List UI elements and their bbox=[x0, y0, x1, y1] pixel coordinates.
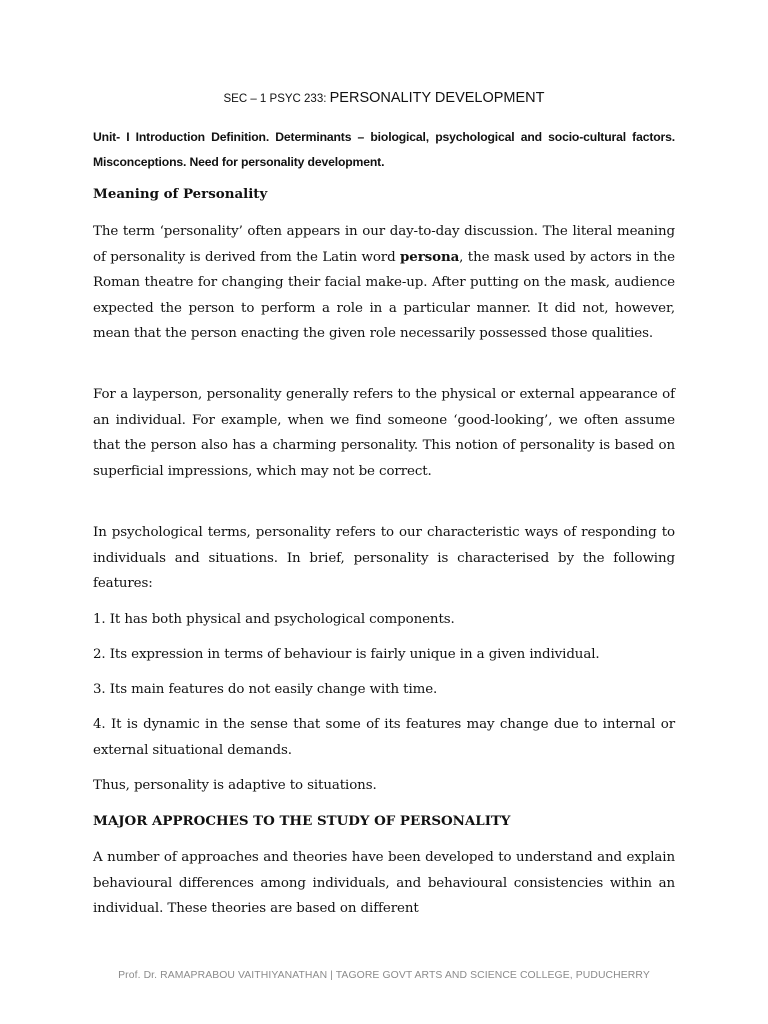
page-title bbox=[0, 89, 768, 107]
course-title: PERSONALITY DEVELOPMENT bbox=[329, 90, 545, 106]
paragraph-persona-text-2: , the mask used by actors in the Roman theatre for changing their facial make-up. After putting on the mask, audience expected the person to perform a role in a particular manner. It did not, however, mean that the person enacting the given role necessarily possessed those qualities. bbox=[93, 249, 675, 342]
paragraph-persona-text-1: The term ‘personality’ often appears in our day-to-day discussion. The literal meaning of personality is derived from the Latin word bbox=[93, 224, 675, 265]
course-code: SEC – 1 PSYC 233: bbox=[223, 93, 330, 105]
section-heading-approaches: MAJOR APPROCHES TO THE STUDY OF PERSONALITY bbox=[93, 813, 511, 829]
feature-item-1: 1. It has both physical and psychological components. bbox=[93, 612, 455, 627]
paragraph-psychological-terms: In psychological terms, personality refers to our characteristic ways of responding to individuals and situations. In brief, personality is characterised by the following features: bbox=[93, 525, 675, 592]
feature-item-4: 4. It is dynamic in the sense that some of its features may change due to internal or external situational demands. bbox=[93, 717, 675, 758]
feature-item-3: 3. Its main features do not easily change with time. bbox=[93, 682, 438, 697]
paragraph-layperson: For a layperson, personality generally refers to the physical or external appearance of an individual. For example, when we find someone ‘good-looking’, we often assume that the person also has a charming personality. This notion of personality is based on superficial impressions, which may not be correct. bbox=[93, 387, 675, 479]
persona-term: persona bbox=[400, 248, 460, 265]
paragraph-persona bbox=[93, 219, 675, 347]
paragraph-approaches: A number of approaches and theories have been developed to understand and explain behavioural differences among individuals, and behavioural consistencies within an individual. These theories are based on different bbox=[93, 850, 675, 917]
page-footer: Prof. Dr. RAMAPRABOU VAITHIYANATHAN | TAGORE GOVT ARTS AND SCIENCE COLLEGE, PUDUCHERRY bbox=[118, 970, 650, 981]
section-heading-meaning: Meaning of Personality bbox=[93, 186, 268, 202]
conclusion-text: Thus, personality is adaptive to situations. bbox=[93, 778, 377, 793]
feature-item-2: 2. Its expression in terms of behaviour is fairly unique in a given individual. bbox=[93, 647, 600, 662]
unit-syllabus: Unit- I Introduction Definition. Determinants – biological, psychological and socio-cultural factors. Misconceptions. Need for personality development. bbox=[93, 130, 675, 169]
